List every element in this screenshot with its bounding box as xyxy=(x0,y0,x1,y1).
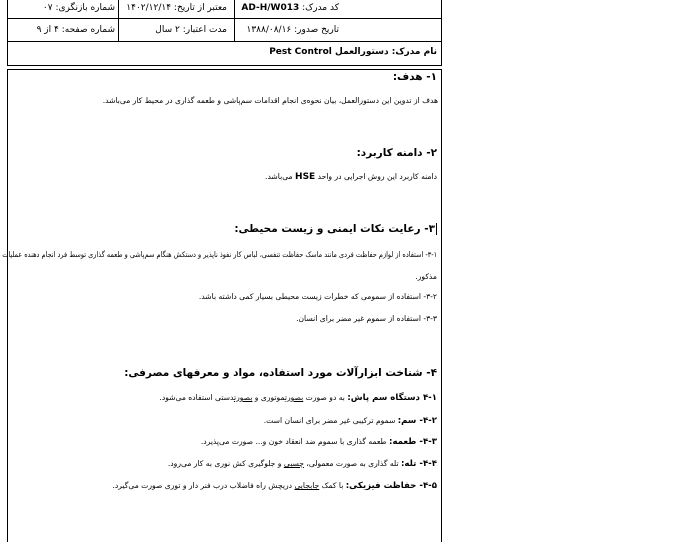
doc-code: AD-H/W013 xyxy=(241,3,300,13)
item-4-4-post: و جلوگیری کش نوری به کار می‌رود. xyxy=(167,459,282,468)
section-2-text-pre: دامنه کاربرد این روش اجرایی در واحد xyxy=(317,172,437,181)
item-4-5-post: دریچش راه فاضلاب درب فنر دار و توری صورت می‌گیرد. xyxy=(112,481,293,490)
header-row-divider xyxy=(8,41,441,42)
validity: ۲ سال xyxy=(155,25,180,35)
item-3-3: ۳-۳- استفاده از سموم غیر مضر برای انسان. xyxy=(296,314,437,323)
revision-cell xyxy=(43,3,115,13)
item-4-4-underline: چسبی xyxy=(283,459,304,468)
item-4-1-mid: موتوری و xyxy=(254,393,285,402)
item-4-4-pre: تله گذاری به صورت معمولی، xyxy=(306,459,399,468)
text-cursor xyxy=(436,223,437,235)
revision-label: شماره بازنگری: xyxy=(55,3,115,13)
section-3-heading xyxy=(234,223,437,235)
item-4-1-underline-2: بصورت xyxy=(233,393,253,402)
section-2-heading: ۲- دامنه کاربرد: xyxy=(356,147,437,159)
item-3-1-line-2: مذکور. xyxy=(415,272,437,281)
doc-code-cell xyxy=(241,3,339,13)
item-4-5-label: ۴-۵- حفاظت فیزیکی: xyxy=(345,481,437,491)
section-2-text xyxy=(265,172,437,182)
revision: ۰۷ xyxy=(42,3,53,13)
doc-name: Pest Control xyxy=(269,47,332,57)
item-4-1-post: دستی استفاده می‌شود. xyxy=(159,393,234,402)
page-number-label: شماره صفحه: xyxy=(61,25,115,35)
section-3-heading-text: ۳- رعایت نکات ایمنی و زیست محیطی: xyxy=(234,223,435,235)
valid-until-cell xyxy=(126,3,227,13)
doc-code-label: کد مدرک: xyxy=(302,3,339,13)
document-header-table xyxy=(7,0,442,66)
item-4-2-label: ۴-۲- سم: xyxy=(397,416,437,426)
item-3-1-line-1: ۳-۱- استفاده از لوازم حفاظت فردی مانند ماسک حفاظت تنفسی، لباس کار نفوذ ناپذیر و دستکش هنگام سم‌پاشی و طعمه گذاری توسط فرد انجام دهنده عملیات xyxy=(2,250,437,259)
section-1-heading: ۱- هدف: xyxy=(392,71,437,83)
item-4-2 xyxy=(264,416,437,426)
item-4-4 xyxy=(168,459,437,469)
doc-name-label: نام مدرک: دستورالعمل xyxy=(335,47,437,57)
item-4-2-text: سموم ترکیبی غیر مضر برای انسان است. xyxy=(263,416,396,425)
valid-until: ۱۴۰۲/۱۲/۱۴ xyxy=(126,3,172,13)
issue-date: ۱۳۸۸/۰۸/۱۶ xyxy=(246,25,292,35)
page-number-cell xyxy=(37,25,115,35)
validity-label: مدت اعتبار: xyxy=(182,25,227,35)
header-column-divider xyxy=(234,0,235,41)
item-4-1-pre: به دو صورت xyxy=(305,393,345,402)
issue-date-label: تاریخ صدور: xyxy=(294,25,339,35)
doc-name-cell xyxy=(269,47,437,57)
item-4-4-label: ۴-۴- تله: xyxy=(400,459,437,469)
item-4-1-underline-1: بصورت xyxy=(284,393,304,402)
item-4-1 xyxy=(159,393,437,403)
item-4-1-label: ۴-۱ دستگاه سم پاش: xyxy=(347,393,437,403)
hse-acronym: HSE xyxy=(295,172,316,182)
header-row-divider xyxy=(8,18,441,19)
item-4-5-underline: جابجایی xyxy=(294,481,320,490)
header-column-divider xyxy=(118,0,119,41)
item-4-3-text: طعمه گذاری با سموم ضد انعقاد خون و... صورت می‌پذیرد. xyxy=(200,437,387,446)
section-2-text-post: می‌باشد. xyxy=(265,172,293,181)
validity-cell xyxy=(155,25,227,35)
item-3-2: ۳-۲- استفاده از سمومی که خطرات زیست محیطی بسیار کمی داشته باشد. xyxy=(198,292,437,301)
page-number: ۴ از ۹ xyxy=(36,25,59,35)
item-4-5-pre: با کمک xyxy=(321,481,344,490)
section-4-heading: ۴- شناخت ابزارآلات مورد استفاده، مواد و معرفهای مصرفی: xyxy=(124,367,437,379)
valid-until-label: معتبر از تاریخ: xyxy=(173,3,227,13)
section-1-text: هدف از تدوین این دستورالعمل، بیان نحوه‌ی انجام اقدامات سم‌پاشی و طعمه گذاری در محیط کار می‌باشد. xyxy=(102,96,438,105)
item-4-3 xyxy=(201,437,437,447)
issue-date-cell xyxy=(247,25,339,35)
item-4-5 xyxy=(112,481,437,491)
document-body xyxy=(7,69,442,542)
item-4-3-label: ۴-۳- طعمه: xyxy=(389,437,437,447)
